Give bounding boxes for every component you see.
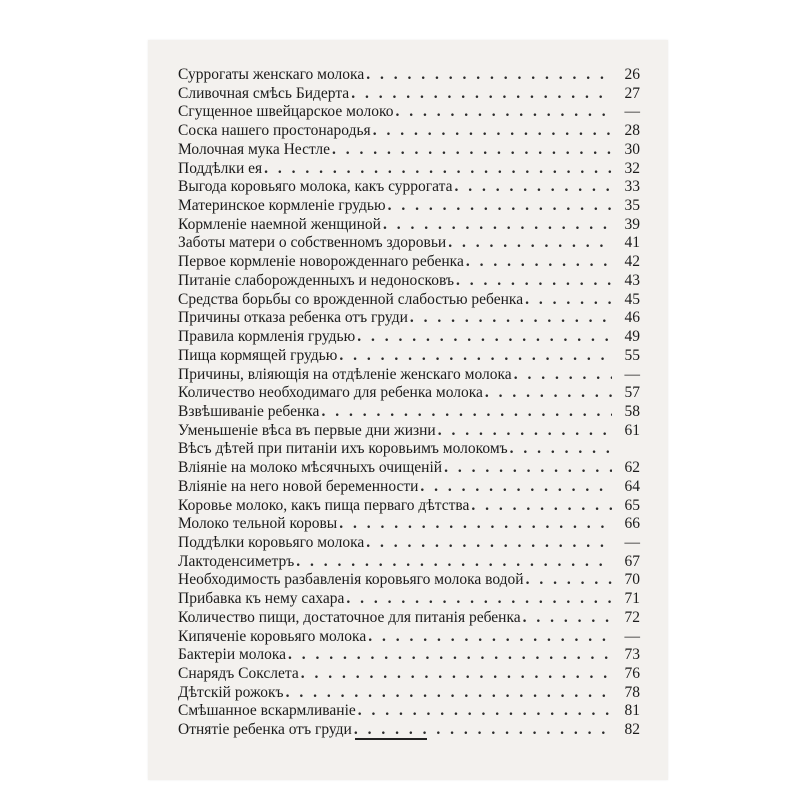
toc-entry <box>178 272 640 291</box>
toc-entry-title: Вліяніе на него новой беременности <box>178 477 419 495</box>
toc-entry-page-number: 64 <box>624 477 640 495</box>
closing-rule <box>355 738 427 740</box>
dot-leader <box>339 347 612 366</box>
toc-entry-page-number: 82 <box>624 721 640 739</box>
toc-entry-title: Выгода коровьяго молока, какъ суррогата <box>178 178 453 196</box>
dot-leader <box>388 197 612 216</box>
dot-leader <box>438 422 612 441</box>
toc-entry <box>178 197 640 216</box>
toc-entry-page-number: 70 <box>624 571 640 589</box>
toc-entry-page-number: 62 <box>624 459 640 477</box>
dot-leader <box>357 328 612 347</box>
toc-entry <box>178 609 640 628</box>
dot-leader <box>448 234 612 253</box>
dot-leader <box>466 253 612 272</box>
toc-entry <box>178 216 640 235</box>
toc-entry <box>178 253 640 272</box>
toc-entry <box>178 553 640 572</box>
dot-leader <box>358 702 612 721</box>
toc-entry <box>178 403 640 422</box>
dot-leader <box>444 459 612 478</box>
toc-entry-title: Пища кормящей грудью <box>178 346 338 364</box>
toc-entry <box>178 646 640 665</box>
toc-entry-page-number: 49 <box>624 328 640 346</box>
toc-entry-title: Взвѣшиваніе ребенка <box>178 402 320 420</box>
toc-entry-title: Вліяніе на молоко мѣсячныхъ очищеній <box>178 459 443 477</box>
toc-entry <box>178 590 640 609</box>
toc-entry <box>178 141 640 160</box>
dot-leader <box>321 403 612 422</box>
dot-leader <box>351 85 612 104</box>
toc-entry-page-number: 61 <box>624 421 640 439</box>
dot-leader <box>296 553 612 572</box>
dot-leader <box>410 309 612 328</box>
toc-entry-page-number: — <box>624 365 640 383</box>
toc-entry <box>178 103 640 122</box>
toc-entry-title: Средства борьбы со врожденной слабостью ребенка <box>178 290 524 308</box>
toc-entry <box>178 497 640 516</box>
toc-entry <box>178 328 640 347</box>
toc-entry-title: Отнятіе ребенка отъ груди <box>178 721 352 739</box>
dot-leader <box>455 178 613 197</box>
toc-entry <box>178 122 640 141</box>
toc-entry-page-number: 46 <box>624 309 640 327</box>
toc-entry <box>178 160 640 179</box>
toc-entry <box>178 515 640 534</box>
toc-entry <box>178 291 640 310</box>
toc-entry-title: Суррогаты женскаго молока <box>178 66 365 83</box>
toc-entry-page-number: 35 <box>624 197 640 215</box>
toc-entry-page-number: 41 <box>624 234 640 252</box>
toc-entry-title: Молочная мука Нестле <box>178 140 330 158</box>
toc-entry <box>178 628 640 647</box>
toc-entry <box>178 440 640 459</box>
toc-entry-title: Питаніе слаборожденныхъ и недоносковъ <box>178 271 454 289</box>
toc-entry-page-number: 42 <box>624 253 640 271</box>
toc-entry-title: Уменьшеніе вѣса въ первые дни жизни <box>178 421 436 439</box>
dot-leader <box>368 628 612 647</box>
toc-entry <box>178 702 640 721</box>
toc-entry <box>178 309 640 328</box>
toc-entry-page-number: 67 <box>624 552 640 570</box>
dot-leader <box>339 515 612 534</box>
toc-entry <box>178 234 640 253</box>
toc-entry-page-number: 57 <box>624 384 640 402</box>
toc-entry <box>178 478 640 497</box>
dot-leader <box>471 497 612 516</box>
toc-entry <box>178 178 640 197</box>
toc-entry <box>178 665 640 684</box>
toc-entry-page-number: 30 <box>624 140 640 158</box>
toc-entry-title: Прибавка къ нему сахара <box>178 590 345 608</box>
dot-leader <box>514 366 612 385</box>
toc-entry <box>178 422 640 441</box>
toc-entry-title: Бактеріи молока <box>178 646 287 664</box>
toc-entry-page-number: 43 <box>624 271 640 289</box>
toc-entry-page-number: 32 <box>624 159 640 177</box>
table-of-contents <box>178 66 640 740</box>
dot-leader <box>395 103 612 122</box>
toc-entry <box>178 347 640 366</box>
dot-leader <box>523 609 612 628</box>
toc-entry-page-number: 33 <box>624 178 640 196</box>
toc-entry-title: Материнское кормленіе грудью <box>178 197 386 215</box>
toc-entry <box>178 366 640 385</box>
dot-leader <box>525 291 612 310</box>
toc-entry-title: Причины отказа ребенка отъ груди <box>178 309 408 327</box>
toc-entry-page-number: 72 <box>624 608 640 626</box>
dot-leader <box>288 646 612 665</box>
toc-entry-page-number: 39 <box>624 215 640 233</box>
dot-leader <box>526 571 612 590</box>
toc-entry-page-number: 78 <box>624 683 640 701</box>
toc-entry-title: Дѣтскій рожокъ <box>178 683 284 701</box>
toc-entry-title: Лактоденсиметръ <box>178 552 295 570</box>
toc-entry-page-number: 81 <box>624 702 640 720</box>
toc-entry-page-number: 66 <box>624 515 640 533</box>
toc-entry-page-number: 28 <box>624 122 640 140</box>
toc-entry-page-number: — <box>624 103 640 121</box>
dot-leader <box>456 272 612 291</box>
toc-entry-page-number: — <box>624 533 640 551</box>
toc-entry-title: Коровье молоко, какъ пища перваго дѣтства <box>178 496 470 514</box>
toc-entry-page-number: 65 <box>624 496 640 514</box>
toc-entry-title: Необходимость разбавленія коровьяго молока водой <box>178 571 524 589</box>
toc-entry-title: Причины, вліяющія на отдѣленіе женскаго молока <box>178 365 512 383</box>
toc-entry-page-number: 27 <box>624 84 640 102</box>
dot-leader <box>366 66 612 85</box>
toc-entry-page-number: 45 <box>624 290 640 308</box>
toc-entry-title: Соска нашего простонародья <box>178 122 371 140</box>
dot-leader <box>264 160 612 179</box>
dot-leader <box>332 141 612 160</box>
dot-leader <box>485 384 612 403</box>
toc-entry <box>178 684 640 703</box>
toc-entry-page-number: 71 <box>624 590 640 608</box>
toc-entry-page-number: 58 <box>624 402 640 420</box>
toc-entry-title: Правила кормленія грудью <box>178 328 356 346</box>
toc-entry <box>178 384 640 403</box>
toc-entry-page-number: 73 <box>624 646 640 664</box>
toc-entry-page-number: 76 <box>624 665 640 682</box>
toc-entry-title: Снарядъ Сокслета <box>178 665 299 682</box>
toc-entry-page-number: 55 <box>624 346 640 364</box>
toc-entry <box>178 459 640 478</box>
toc-entry-title: Молоко тельной коровы <box>178 515 338 533</box>
dot-leader <box>286 684 612 703</box>
toc-entry-title: Количество необходимаго для ребенка молока <box>178 384 483 402</box>
dot-leader <box>373 122 612 141</box>
dot-leader <box>383 216 612 235</box>
toc-entry-title: Кипяченіе коровьяго молока <box>178 627 367 645</box>
dot-leader <box>346 590 612 609</box>
toc-entry-title: Сливочная смѣсь Бидерта <box>178 84 350 102</box>
toc-entry-title: Поддѣлки ея <box>178 159 263 177</box>
toc-entry <box>178 66 640 85</box>
toc-entry <box>178 571 640 590</box>
toc-entry-title: Смѣшанное вскармливаніе <box>178 702 356 720</box>
toc-entry-title: Первое кормленіе новорожденнаго ребенка <box>178 253 464 271</box>
toc-entry-title: Сгущенное швейцарское молоко <box>178 103 394 121</box>
toc-entry-title: Количество пищи, достаточное для питанія ребенка <box>178 608 521 626</box>
toc-entry-title: Поддѣлки коровьяго молока <box>178 533 365 551</box>
dot-leader <box>301 665 612 684</box>
dot-leader <box>510 440 612 459</box>
toc-entry-title: Кормленіе наемной женщиной <box>178 215 381 233</box>
dot-leader <box>420 478 612 497</box>
toc-entry <box>178 85 640 104</box>
toc-entry-page-number: 26 <box>624 66 640 83</box>
dot-leader <box>366 534 612 553</box>
toc-entry-page-number: — <box>624 627 640 645</box>
toc-entry <box>178 534 640 553</box>
toc-entry-title: Заботы матери о собственномъ здоровьи <box>178 234 447 252</box>
toc-entry-title: Вѣсъ дѣтей при питаніи ихъ коровьимъ молокомъ <box>178 440 508 458</box>
